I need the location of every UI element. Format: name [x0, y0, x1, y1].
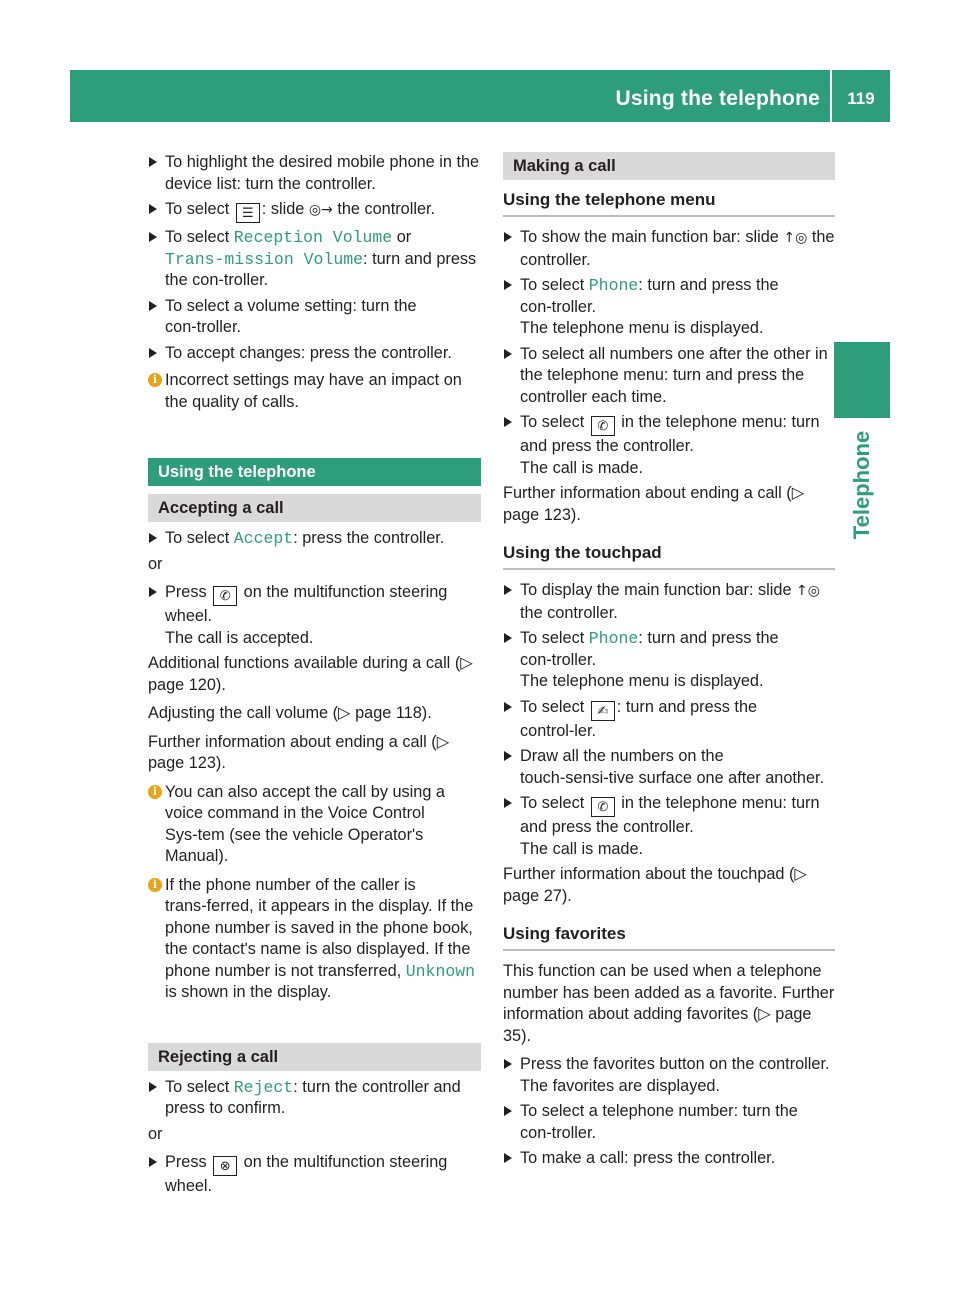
step-arrow-icon [504, 349, 512, 359]
info-icon: i [148, 373, 162, 387]
menu-option-phone: Phone [588, 276, 639, 295]
step-arrow-icon [504, 280, 512, 290]
step-arrow-icon [504, 1059, 512, 1069]
step-result: The telephone menu is displayed. [520, 319, 764, 337]
controller-slide-right-icon: ◎→ [308, 202, 333, 218]
step-select-number: To select a telephone number: turn the con‑troller. [503, 1101, 835, 1144]
section-accepting-call: Accepting a call [148, 494, 481, 522]
call-icon: ✆ [591, 797, 615, 817]
step-press-reject-button: Press ⊗ on the multifunction steering wheel. [148, 1152, 481, 1198]
step-make-call: To make a call: press the controller. [503, 1148, 835, 1170]
step-arrow-icon [504, 751, 512, 761]
step-arrow-icon [149, 1082, 157, 1092]
step-press-accept-button: Press ✆ on the multifunction steering wheel. The call is accepted. [148, 582, 481, 649]
paragraph-call-volume: Adjusting the call volume (▷ page 118). [148, 704, 432, 722]
note-incorrect-settings: i Incorrect settings may have an impact on the quality of calls. [148, 370, 481, 413]
or-text: or [148, 1124, 163, 1143]
step-select-accept: To select Accept: press the controller. [148, 528, 481, 550]
phone-accept-icon: ✆ [213, 586, 237, 606]
step-arrow-icon [504, 1106, 512, 1116]
step-result: The call is made. [520, 839, 644, 858]
step-draw-numbers: Draw all the numbers on the touch‑sensi‑tive surface one after another. [503, 746, 835, 789]
chapter-tab [834, 342, 890, 418]
step-select-volume-setting: To select a volume setting: turn the con‑troller. [148, 296, 481, 339]
section-making-call: Making a call [503, 152, 835, 180]
page-number: 119 [847, 89, 875, 108]
step-arrow-icon [504, 702, 512, 712]
step-arrow-icon [149, 301, 157, 311]
step-show-function-bar: To show the main function bar: slide ↑◎ the controller. [503, 227, 835, 271]
step-select-numbers: To select all numbers one after the other in the telephone menu: turn and press the controller each time. [503, 344, 835, 409]
step-arrow-icon [149, 348, 157, 358]
step-result: The telephone menu is displayed. [520, 672, 764, 690]
paragraph-ending-call: Further information about ending a call (▷ page 123). [148, 732, 450, 772]
info-icon: i [148, 785, 162, 799]
step-arrow-icon [504, 417, 512, 427]
note-voice-command: i You can also accept the call by using a voice command in the Voice Control Sys‑tem (see the vehicle Operator's Manual). [148, 782, 481, 868]
menu-option-reception-volume: Reception Volume [233, 228, 393, 247]
step-arrow-icon [504, 633, 512, 643]
step-press-favorites: Press the favorites button on the controller. The favorites are displayed. [503, 1054, 835, 1097]
step-accept-changes: To accept changes: press the controller. [148, 343, 481, 365]
controller-slide-up-icon: ↑◎ [796, 583, 820, 599]
step-display-function-bar: To display the main function bar: slide ↑◎ the controller. [503, 580, 835, 624]
note-caller-number: i If the phone number of the caller is trans‑ferred, it appears in the display. If the phone number is saved in the phone book, the contact's name is also displayed. If the phone number is not transferred, Unknown is shown in the display. [148, 875, 481, 1004]
step-select-phone: To select Phone: turn and press the con‑troller. The telephone menu is displayed. [503, 628, 835, 693]
step-arrow-icon [149, 587, 157, 597]
step-arrow-icon [504, 585, 512, 595]
step-select-call: To select ✆ in the telephone menu: turn and press the controller. The call is made. [503, 793, 835, 860]
info-icon: i [148, 878, 162, 892]
step-arrow-icon [149, 204, 157, 214]
step-arrow-icon [149, 157, 157, 167]
menu-option-accept: Accept [233, 529, 294, 548]
menu-option-reject: Reject [233, 1077, 294, 1097]
paragraph-ending-call: Further information about ending a call (▷ page 123). [503, 484, 805, 524]
step-arrow-icon [504, 1153, 512, 1163]
paragraph-touchpad-info: Further information about the touchpad (▷ page 27). [503, 865, 807, 905]
step-arrow-icon [149, 1157, 157, 1167]
paragraph-favorites-info: This function can be used when a telephone number has been added as a favorite. Further information about adding favorites (▷ page 35). [503, 962, 835, 1045]
right-column [503, 152, 835, 1174]
header-title: Using the telephone [615, 87, 820, 110]
or-text: or [148, 554, 163, 573]
left-column [148, 152, 481, 1202]
page-header [70, 70, 890, 122]
paragraph-additional-functions: Additional functions available during a call (▷ page 120). [148, 654, 473, 694]
step-highlight-phone: To highlight the desired mobile phone in the device list: turn the controller. [148, 152, 481, 195]
step-select-reception-volume: To select Reception Volume or Trans‑mission Volume: turn and press the con‑troller. [148, 227, 481, 292]
step-arrow-icon [504, 232, 512, 242]
chapter-label: Telephone [849, 430, 874, 540]
step-result: The favorites are displayed. [520, 1076, 721, 1095]
step-select-reject: To select Reject: turn the controller and press to confirm. [148, 1077, 481, 1120]
controller-slide-up-icon: ↑◎ [783, 230, 808, 246]
subheading-touchpad: Using the touchpad [503, 543, 835, 570]
subheading-favorites: Using favorites [503, 924, 835, 951]
volume-menu-icon: ☰ [236, 203, 260, 223]
phone-reject-icon: ⊗ [213, 1156, 237, 1176]
section-using-telephone: Using the telephone [148, 458, 481, 486]
menu-option-transmission-volume: Trans‑mission Volume [165, 249, 364, 269]
step-arrow-icon [149, 232, 157, 242]
subheading-telephone-menu: Using the telephone menu [503, 190, 835, 217]
step-select-phone: To select Phone: turn and press the con‑troller. The telephone menu is displayed. [503, 275, 835, 340]
step-arrow-icon [149, 533, 157, 543]
handwriting-icon: ✍ [591, 701, 615, 721]
display-text-unknown: Unknown [405, 961, 476, 981]
step-arrow-icon [504, 798, 512, 808]
call-icon: ✆ [591, 416, 615, 436]
step-result: The call is made. [520, 458, 644, 477]
step-select-handwriting: To select ✍ : turn and press the control‑ler. [503, 697, 835, 743]
menu-option-phone: Phone [588, 629, 639, 648]
step-result: The call is accepted. [165, 628, 314, 647]
step-select-call: To select ✆ in the telephone menu: turn and press the controller. The call is made. [503, 412, 835, 479]
section-rejecting-call: Rejecting a call [148, 1043, 481, 1071]
step-select-volume-icon: To select ☰ : slide ◎→ the controller. [148, 199, 481, 223]
